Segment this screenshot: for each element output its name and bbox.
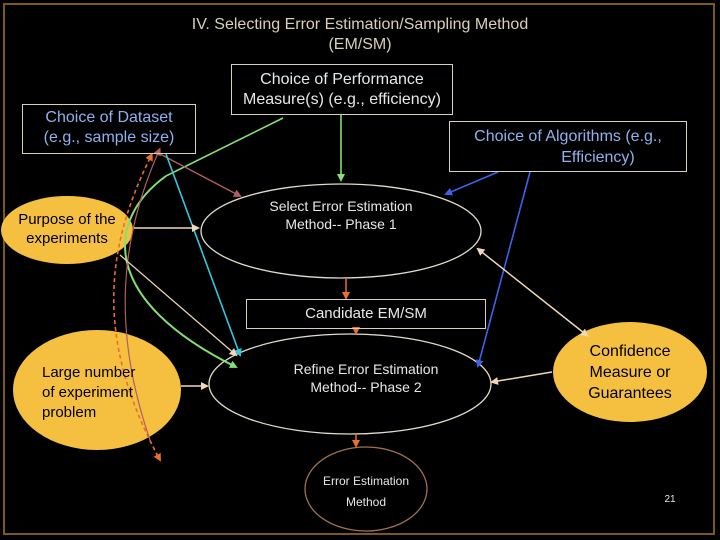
large-number-line-3: problem bbox=[42, 404, 97, 421]
purpose-label bbox=[2, 210, 132, 248]
performance-label bbox=[231, 70, 453, 110]
performance-line-2: Measure(s) (e.g., efficiency) bbox=[243, 91, 441, 108]
large-number-label bbox=[42, 363, 162, 423]
output-line-1: Error Estimation bbox=[322, 474, 410, 488]
title-line-2: (EM/SM) bbox=[328, 36, 392, 53]
dataset-label bbox=[22, 108, 196, 148]
output-line-2: Method bbox=[345, 495, 387, 509]
dataset-line-2: (e.g., sample size) bbox=[43, 129, 175, 146]
title-line-1: IV. Selecting Error Estimation/Sampling Method bbox=[191, 16, 529, 33]
arrow-algorithms-to-phase1 bbox=[446, 172, 498, 194]
large-number-line-1: Large number bbox=[42, 364, 136, 381]
large-number-line-2: of experiment bbox=[42, 384, 133, 401]
phase2-line-2: Method-- Phase 2 bbox=[310, 379, 422, 395]
arrow-dataset-to-phase1 bbox=[160, 154, 240, 196]
phase2-line-1: Refine Error Estimation bbox=[293, 361, 439, 377]
output-label bbox=[306, 471, 426, 513]
confidence-label bbox=[560, 341, 700, 404]
candidate-label: Candidate EM/SM bbox=[305, 305, 427, 322]
algorithms-label bbox=[449, 126, 687, 168]
purpose-line-2: experiments bbox=[26, 230, 108, 247]
algorithms-line-2: Efficiency) bbox=[561, 149, 635, 166]
slide-title bbox=[120, 15, 600, 55]
purpose-line-1: Purpose of the bbox=[18, 211, 116, 228]
performance-line-1: Choice of Performance bbox=[260, 71, 424, 88]
phase2-label bbox=[256, 360, 476, 396]
algorithms-line-1: Choice of Algorithms (e.g., bbox=[474, 128, 662, 145]
confidence-line-3: Guarantees bbox=[588, 385, 672, 402]
dataset-line-1: Choice of Dataset bbox=[45, 109, 173, 126]
phase1-line-2: Method-- Phase 1 bbox=[285, 216, 397, 232]
arrow-confidence-phase1 bbox=[478, 249, 584, 333]
confidence-line-2: Measure or bbox=[589, 364, 671, 381]
arrow-confidence-to-phase2 bbox=[492, 372, 552, 382]
page-number: 21 bbox=[664, 494, 676, 505]
confidence-line-1: Confidence bbox=[589, 343, 671, 360]
arrow-performance-to-phase2 bbox=[125, 176, 236, 367]
phase1-line-1: Select Error Estimation bbox=[269, 198, 413, 214]
phase1-label bbox=[231, 197, 451, 233]
